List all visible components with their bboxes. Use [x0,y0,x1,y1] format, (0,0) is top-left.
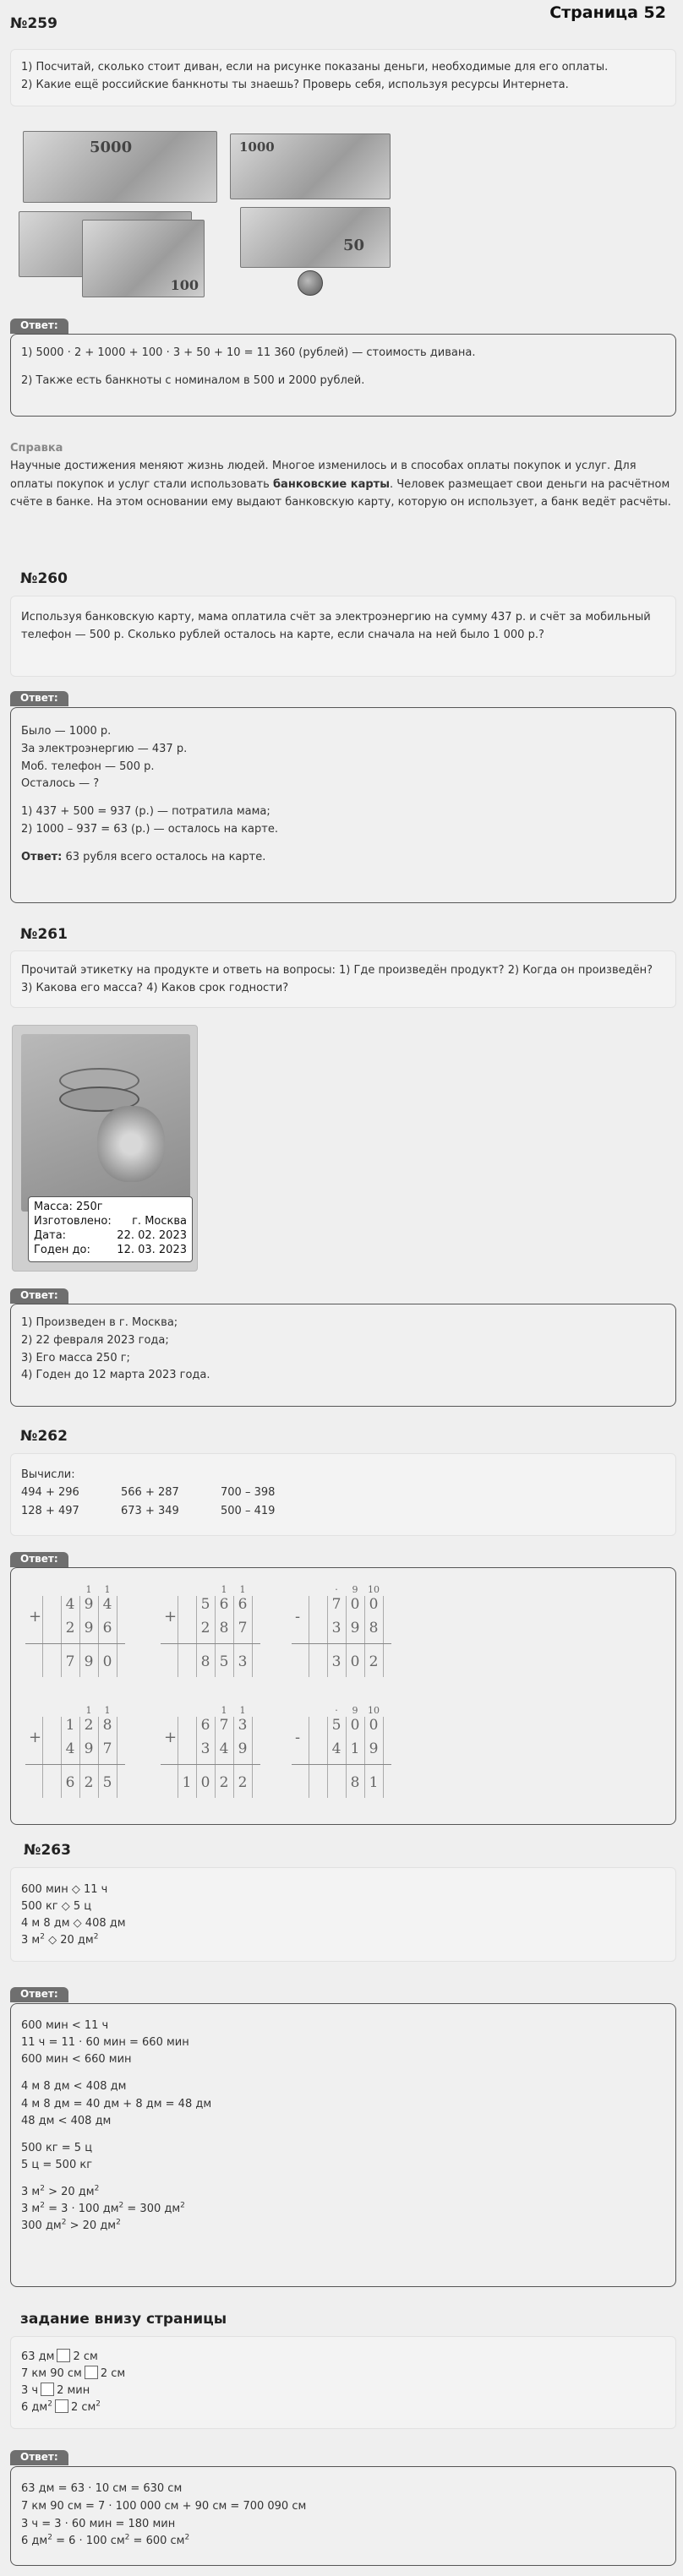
sticker-mass: Масса: 250г [34,1201,103,1213]
grid-line [252,1717,253,1798]
task-263-number: №263 [24,1842,71,1859]
task-261-number: №261 [20,926,68,943]
digit: 9 [350,1620,360,1637]
digit: 6 [219,1596,229,1613]
product-sticker [28,1196,193,1262]
digit: 9 [369,1740,379,1757]
digit: 3 [238,1717,248,1734]
digit: 0 [102,1653,112,1670]
bottom-task-question: 63 дм 2 см 7 км 90 см 2 см 3 ч 2 мин 6 $дм^2$ 2 $см^2$ [10,2336,676,2429]
digit: 9 [84,1596,94,1613]
plus-sign: + [164,1729,178,1746]
digit: 6 [102,1620,112,1637]
digit: 1 [369,1774,379,1791]
digit: 4 [331,1740,342,1757]
digit: 0 [350,1596,360,1613]
column-calculation [292,1584,400,1686]
digit: 6 [238,1596,248,1613]
compare-box[interactable] [55,2399,68,2413]
answer-261: 1) Произведен в г. Москва; 2) 22 февраля 2023 года; 3) Его масса 250 г; 4) Годен до 12 марта 2023 года. [10,1304,676,1407]
answer-259 [10,334,676,417]
digit: 5 [219,1653,229,1670]
reference-heading: Справка [10,442,63,455]
digit: 5 [200,1596,210,1613]
digit: 8 [200,1653,210,1670]
digit: 9 [84,1620,94,1637]
coin-10 [298,270,323,296]
digit: 2 [65,1620,75,1637]
answer-label-259: Ответ: [10,319,68,334]
carry-digit: 9 [352,1705,358,1716]
compare-box[interactable] [41,2383,54,2396]
task-260-question: Используя банковскую карту, мама оплатила счёт за электроэнергию на сумму 437 р. и счёт за мобильный телефон — 500 р. Сколько рублей осталось на карте, если сначала на ней было 1 000 р.? [10,596,676,677]
carry-digit: · [335,1705,338,1716]
answer-label-bottom: Ответ: [10,2450,68,2465]
digit: 4 [102,1596,112,1613]
strawberry-icon [97,1106,165,1182]
column-calculation [161,1705,269,1806]
digit: 7 [219,1717,229,1734]
digit: 7 [238,1620,248,1637]
digit: 1 [65,1717,75,1734]
sum-line [161,1764,260,1765]
reference-block [10,439,676,512]
banknotes-illustration [19,127,391,300]
grid-line [42,1717,43,1798]
digit: 2 [219,1774,229,1791]
banknote-1000: 1000 [230,133,391,199]
digit: 7 [102,1740,112,1757]
answer-260: Было — 1000 р. За электроэнергию — 437 р. Моб. телефон — 500 р. Осталось — ? 1) 437 + 500 = 937 (р.) — потратила мама; 2) 1000 – 937 = 63 (р.) — осталось на карте. Ответ: 63 рубля всего осталось на карте. [10,707,676,903]
digit: 9 [84,1653,94,1670]
digit: 5 [102,1774,112,1791]
digit: 0 [369,1717,379,1734]
minus-sign: - [295,1608,301,1626]
digit: 3 [200,1740,210,1757]
digit: 8 [350,1774,360,1791]
carry-digit: 1 [221,1584,227,1595]
digit: 8 [369,1620,379,1637]
grid-line [252,1596,253,1677]
carry-digit: 1 [239,1705,246,1716]
digit: 8 [219,1620,229,1637]
digit: 0 [200,1774,210,1791]
page-title: Страница 52 [549,3,666,22]
digit: 5 [331,1717,342,1734]
reference-text: Научные достижения меняют жизнь людей. Многое изменилось и в способах оплаты покупок и услуг. Для оплаты покупок и услуг стали использовать банковские карты. Человек размещает свои деньги на расчётном счёте в банке. На этом основании ему выдают банковскую карту, которую он использует, а банк ведёт расчёты. [10,460,671,509]
digit: 8 [102,1717,112,1734]
digit: 2 [84,1717,94,1734]
digit: 1 [182,1774,192,1791]
answer-259-line2: 2) Также есть банкноты с номиналом в 500 и 2000 рублей. [21,373,365,387]
task-259-number: №259 [10,15,57,32]
compare-box[interactable] [57,2349,70,2362]
carry-digit: 9 [352,1584,358,1595]
answer-label-261: Ответ: [10,1288,68,1304]
carry-digit: 1 [239,1584,246,1595]
carry-digit: 1 [104,1705,111,1716]
digit: 9 [84,1740,94,1757]
answer-260-final: Ответ: 63 рубля всего осталось на карте. [21,850,266,863]
sum-line [161,1643,260,1644]
sum-line [292,1764,391,1765]
column-calculation [161,1584,269,1686]
digit: 7 [65,1653,75,1670]
banknote-50: 50 [240,207,391,268]
plus-sign: + [29,1729,42,1746]
digit: 2 [369,1653,379,1670]
column-calculation [25,1705,134,1806]
sum-line [292,1643,391,1644]
digit: 2 [238,1774,248,1791]
plus-sign: + [164,1608,178,1626]
carry-digit: 10 [368,1584,380,1595]
digit: 0 [350,1717,360,1734]
task-263-question: 600 мин ◇ 11 ч 500 кг ◇ 5 ц 4 м 8 дм ◇ 408 дм 3 $м^2$ ◇ 20 $дм^2$ [10,1867,676,1962]
minus-sign: - [295,1729,301,1746]
carry-digit: 1 [85,1584,92,1595]
compare-box[interactable] [85,2366,98,2379]
sticker-made: Изготовлено: г. Москва [34,1214,187,1228]
sum-line [25,1764,125,1765]
digit: 6 [65,1774,75,1791]
task-262-number: №262 [20,1428,68,1445]
carry-digit: 1 [85,1705,92,1716]
carry-digit: 1 [221,1705,227,1716]
plus-sign: + [29,1608,42,1626]
digit: 2 [84,1774,94,1791]
product-label-image [12,1025,198,1272]
banknote-5000-a: 5000 [23,131,217,203]
sticker-date: Дата: 22. 02. 2023 [34,1228,187,1242]
bottom-task-title: задание внизу страницы [20,2311,227,2328]
grid-line [383,1717,384,1798]
task-260-number: №260 [20,570,68,587]
digit: 3 [331,1620,342,1637]
answer-263: 600 мин < 11 ч 11 ч = 11 · 60 мин = 660 мин 600 мин < 660 мин 4 м 8 дм < 408 дм 4 м 8 дм = 40 дм + 8 дм = 48 дм 48 дм < 408 дм 500 кг = 5 ц 5 ц = 500 кг 3 $м^2 > 20$ $дм^2$ 3 $м^2 = 3 \cdot 100$ $дм^2 = 300$ $дм^2$ 300 $дм^2 > 20$ $дм^2$ [10,2003,676,2287]
grid-line [42,1596,43,1677]
column-calculation [25,1584,134,1686]
digit: 2 [200,1620,210,1637]
digit: 9 [238,1740,248,1757]
carry-digit: 10 [368,1705,380,1716]
task-259-q2: 2) Какие ещё российские банкноты ты знаешь? Проверь себя, используя ресурсы Интернета. [21,79,569,92]
task-261-question: Прочитай этикетку на продукте и ответь на вопросы: 1) Где произведён продукт? 2) Когда он произведён? 3) Какова его масса? 4) Каков срок годности? [10,950,676,1008]
sum-line [25,1643,125,1644]
digit: 4 [65,1596,75,1613]
digit: 3 [238,1653,248,1670]
digit: 0 [369,1596,379,1613]
carry-digit: · [335,1584,338,1595]
answer-label-262: Ответ: [10,1552,68,1567]
digit: 7 [331,1596,342,1613]
task-262-question: Вычисли: 494 + 296 566 + 287 700 – 398 128 + 497 673 + 349 500 – 419 [10,1453,676,1536]
task-259-question [10,49,676,106]
digit: 0 [350,1653,360,1670]
digit: 4 [65,1740,75,1757]
reference-bold: банковские карты [272,477,390,491]
banknote-100: 100 [82,220,205,297]
task-259-q1: 1) Посчитай, сколько стоит диван, если на рисунке показаны деньги, необходимые для его оплаты. [21,61,609,74]
grid-line [383,1596,384,1677]
digit: 1 [350,1740,360,1757]
answer-bottom: 63 дм = 63 · 10 см = 630 см 7 км 90 см = 7 · 100 000 см + 90 см = 700 090 см 3 ч = 3 · 60 мин = 180 мин 6 $дм^2 = 6 \cdot 100$ $см^2 = 600$ $см^2$ [10,2466,676,2566]
answer-label-260: Ответ: [10,691,68,706]
column-calculation [292,1705,400,1806]
digit: 6 [200,1717,210,1734]
answer-259-line1: 1) 5000 · 2 + 1000 + 100 · 3 + 50 + 10 = 11 360 (рублей) — стоимость дивана. [21,346,476,359]
answer-label-263: Ответ: [10,1987,68,2002]
digit: 3 [331,1653,342,1670]
digit: 4 [219,1740,229,1757]
sticker-expiry: Годен до: 12. 03. 2023 [34,1243,187,1256]
carry-digit: 1 [104,1584,111,1595]
